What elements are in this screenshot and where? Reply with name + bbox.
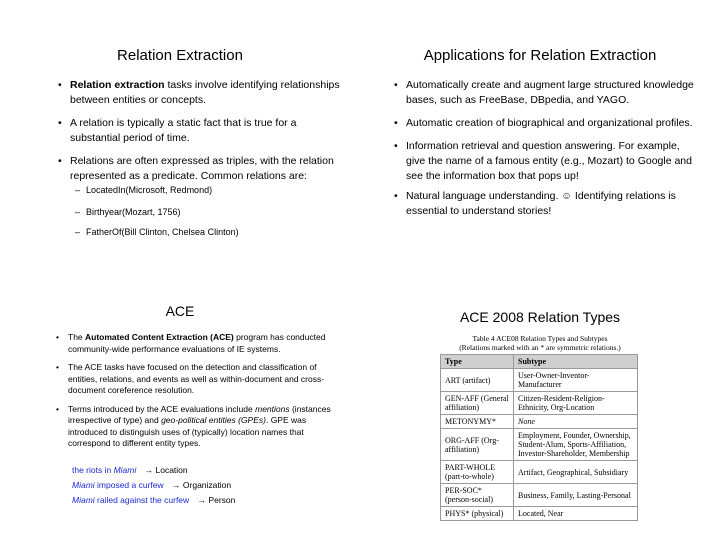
caption-line: (Relations marked with an * are symmetric relations.) [459,343,621,352]
bullet-item: • Automatic creation of biographical and organizational profiles. [394,116,694,131]
example-entity: Miami [113,465,137,475]
relation-subtype-cell: Artifact, Geographical, Subsidiary [514,461,638,484]
example-label: Location [155,465,188,475]
bullet-text: Terms introduced by the ACE evaluations include [68,403,256,414]
relation-type-cell: METONYMY* [441,415,514,429]
bullet-item: • Natural language understanding. ☺ Identifying relations is essential to understand stories! [394,189,694,219]
example-label: Person [208,495,236,505]
example-label: Organization [182,480,232,490]
relation-subtype-cell: Citizen-Resident-Religion-Ethnicity, Org-Location [514,392,638,415]
bullet-text: program has conducted community-wide performance evaluations of IE systems. [68,332,326,354]
bullet-text: tasks involve identifying relationships between entities or concepts. [70,79,340,106]
table-header-row [441,355,638,369]
table-row [441,484,638,507]
example-entity: Miami [72,495,95,505]
example-text: imposed a curfew [94,480,164,490]
relation-type-cell: ART (artifact) [441,369,514,392]
relation-subtype-cell: None [514,415,638,429]
bullet-item [56,332,348,355]
relation-type-cell: ORG-AFF (Org-affiliation) [441,429,514,461]
italic-term: mentions [255,403,290,414]
bullet-text: The [68,332,86,342]
slide-title: Applications for Relation Extraction [423,47,657,64]
bold-term: Automated Content Extraction (ACE) [85,332,234,342]
table-row [441,461,638,484]
table-row [441,429,638,461]
slide-ace-relation-types [360,278,720,557]
relation-subtype-cell: User-Owner-Inventor-Manufacturer [514,369,638,392]
slide-title: ACE [165,303,195,319]
bullet-item: • The ACE tasks have focused on the detection and classification of entities, relations, and events as well as within-document and cross-document coreference resolution. [56,362,348,397]
column-header: Subtype [514,355,638,369]
relation-subtype-cell: Located, Near [514,507,638,521]
bold-term: Relation extraction [70,79,165,91]
example-text: railed against the curfew [94,495,190,505]
caption-line: Table 4 ACE08 Relation Types and Subtypes [472,334,608,343]
bullet-item [56,404,348,450]
relation-type-cell: PER-SOC* (person-social) [441,484,514,507]
relation-type-cell: PHYS* (physical) [441,507,514,521]
bullet-item: • Relations are often expressed as triples, with the relation represented as a predicate. Common relations are: [58,154,348,184]
arrow-icon: → [197,495,207,505]
bullet-item: • Information retrieval and question answering. For example, give the name of a famous entity (e.g., Mozart) to Google and see the information box that pops up! [394,139,694,184]
bullet-list [58,78,348,184]
table-row [441,415,638,429]
example-text: the riots in [72,465,114,475]
bullet-list [394,78,694,219]
bullet-item [58,78,348,108]
relation-type-cell: PART-WHOLE (part-to-whole) [441,461,514,484]
table-row [441,369,638,392]
slide-applications [360,0,720,278]
table-row [441,392,638,415]
example-line [72,495,235,505]
sub-bullet: – Birthyear(Mozart, 1756) [75,207,181,217]
bullet-text: (instances irrespective of type) and [68,403,331,425]
slide-ace [0,278,360,557]
slide-relation-extraction [0,0,360,278]
example-line [72,465,188,475]
relation-subtype-cell: Employment, Founder, Ownership, Student-Alum, Sports-Affiliation, Investor-Shareholder, Membership [514,429,638,461]
sub-bullet: – FatherOf(Bill Clinton, Chelsea Clinton) [75,227,239,237]
relation-type-cell: GEN-AFF (General affiliation) [441,392,514,415]
example-line [72,480,231,490]
bullet-text: . GPE was introduced to distinguish uses of (typically) location names that correspond to different entity types. [68,415,307,448]
bullet-item: • Automatically create and augment large structured knowledge bases, such as FreeBase, DBpedia, and YAGO. [394,78,694,108]
arrow-icon: → [172,480,181,490]
italic-term: geo-political entities (GPEs) [161,415,266,425]
relation-subtype-cell: Business, Family, Lasting-Personal [514,484,638,507]
table-row [441,507,638,521]
slide-title: ACE 2008 Relation Types [459,309,621,325]
table-caption [440,334,640,352]
slide-title: Relation Extraction [117,47,243,64]
relation-types-table [440,354,638,521]
bullet-item: • A relation is typically a static fact that is true for a substantial period of time. [58,116,348,146]
example-entity: Miami [72,480,95,490]
sub-bullet: – LocatedIn(Microsoft, Redmond) [75,185,212,195]
arrow-icon: → [144,465,154,475]
column-header: Type [441,355,514,369]
bullet-list [56,332,348,450]
